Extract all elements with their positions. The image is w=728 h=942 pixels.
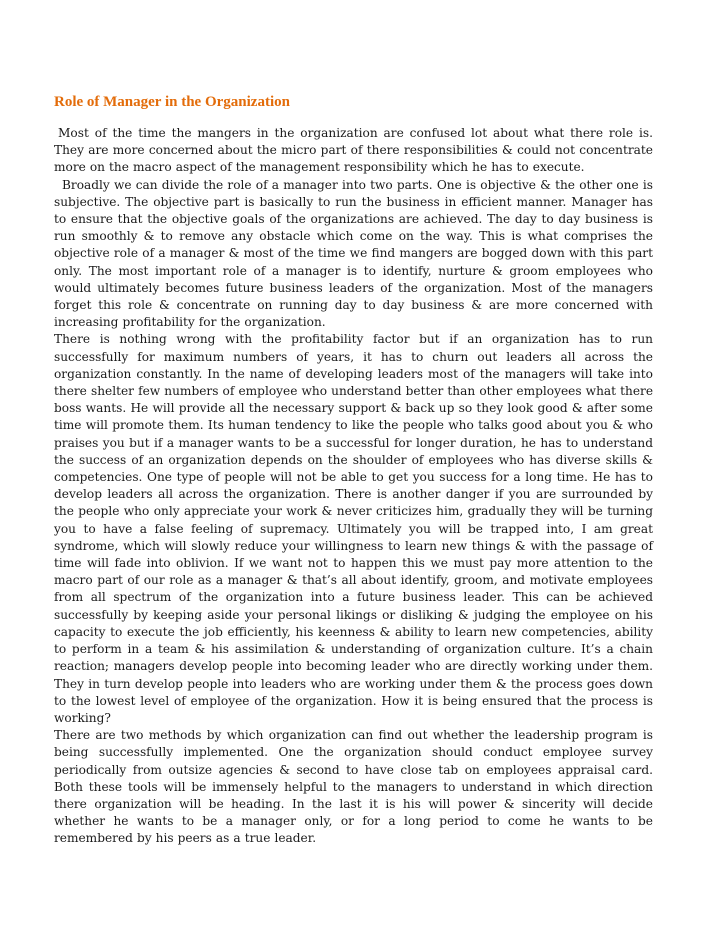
document-page	[54, 92, 653, 848]
paragraph-methods: There are two methods by which organization can find out whether the leadership program is being successfully implemented. One the organization should conduct employee survey periodically from outsize agencies & second to have close tab on employees appraisal card. Both these tools will be immensely helpful to the managers to understand in which direction there organization will be heading. In the last it is his will power & sincerity will decide whether he wants to be a manager only, or for a long period to come he wants to be remembered by his peers as a true leader.	[54, 728, 653, 846]
paragraph-roles: Broadly we can divide the role of a manager into two parts. One is objective & the other one is subjective. The objective part is basically to run the business in efficient manner. Manager has to ensure that the objective goals of the organizations are achieved. The day to day business is run smoothly & to remove any obstacle which come on the way. This is what comprises the objective role of a manager & most of the time we find mangers are bogged down with this part only. The most important role of a manager is to identify, nurture & groom employees who would ultimately becomes future business leaders of the organization. Most of the managers forget this role & concentrate on running day to day business & are more concerned with increasing profitability for the organization.	[54, 177, 653, 330]
paragraph-intro: Most of the time the mangers in the organization are confused lot about what there role is. They are more concerned about the micro part of there responsibilities & could not concentrate more on the macro aspect of the management responsibility which he has to execute.	[54, 126, 653, 175]
paragraph-leadership: There is nothing wrong with the profitability factor but if an organization has to run successfully for maximum numbers of years, it has to churn out leaders all across the organization constantly. In the name of developing leaders most of the managers will take into there shelter few numbers of employee who understand better than other employees what there boss wants. He will provide all the necessary support & back up so they look good & after some time will promote them. Its human tendency to like the people who talks good about you & who praises you but if a manager wants to be a successful for longer duration, he has to understand the success of an organization depends on the shoulder of employees who has diverse skills & competencies. One type of people will not be able to get you success for a long time. He has to develop leaders all across the organization. There is another danger if you are surrounded by the people who only appreciate your work & never criticizes him, gradually they will be turning you to have a false feeling of supremacy. Ultimately you will be trapped into, I am great syndrome, which will slowly reduce your willingness to learn new things & with the passage of time will fade into oblivion. If we want not to happen this we must pay more attention to the macro part of our role as a manager & that’s all about identify, groom, and motivate employees from all spectrum of the organization into a future business leader. This can be achieved successfully by keeping aside your personal likings or disliking & judging the employee on his capacity to execute the job efficiently, his keenness & ability to learn new competencies, ability to perform in a team & his assimilation & understanding of organization culture. It’s a chain reaction; managers develop people into becoming leader who are directly working under them. They in turn develop people into leaders who are working under them & the process goes down to the lowest level of employee of the organization. How it is being ensured that the process is working?	[54, 332, 653, 725]
document-title: Role of Manager in the Organization	[54, 94, 290, 110]
